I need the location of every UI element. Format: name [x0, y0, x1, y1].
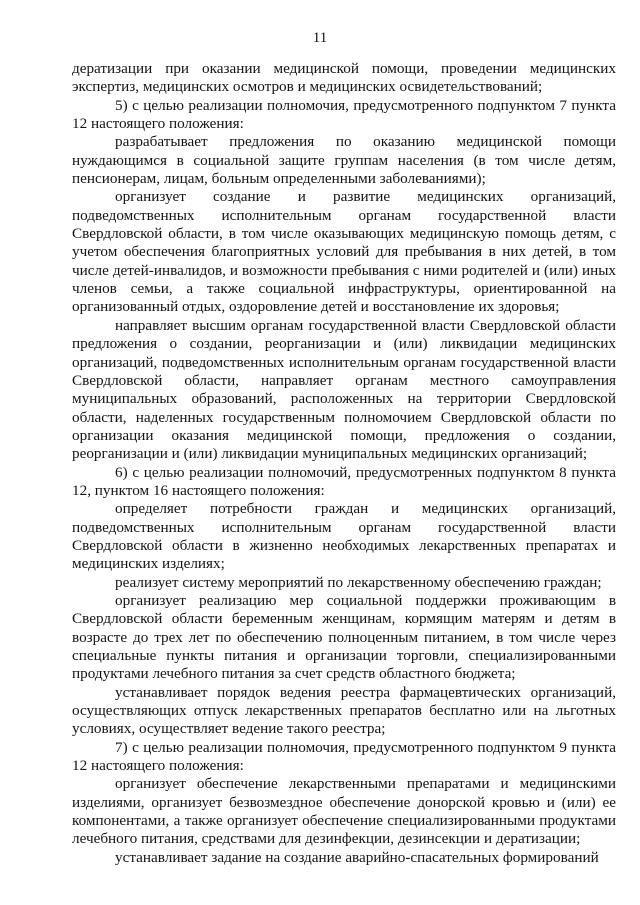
paragraph: направляет высшим органам государственной власти Свердловской области предложения о создании, реорганизации и (или) ликвидации медицинских организаций, подведомственных исполнительным органам государственной власти Свердловской области, направляет органам местного самоуправления муниципальных образований, расположенных на территории Свердловской области, наделенных государственным полномочием Свердловской области по организации оказания медицинской помощи, предложения о создании, реорганизации и (или) ликвидации муниципальных медицинских организаций; — [72, 316, 616, 463]
paragraph: 5) с целью реализации полномочия, предусмотренного подпунктом 7 пункта 12 настоящего положения: — [72, 96, 616, 133]
paragraph: реализует систему мероприятий по лекарственному обеспечению граждан; — [115, 573, 602, 591]
paragraph: устанавливает задание на создание аварийно-спасательных формирований — [115, 848, 599, 866]
paragraph: организует реализацию мер социальной поддержки проживающим в Свердловской области беременным женщинам, кормящим матерям и детям в возрасте до трех лет по обеспечению полноценным питанием, в том числе через специальные пункты питания и организации торговли, специализированными продуктами лечебного питания за счет средств областного бюджета; — [72, 591, 616, 683]
paragraph: разрабатывает предложения по оказанию медицинской помощи нуждающимся в социальной защите группам населения (в том числе детям, пенсионерам, лицам, больным определенными заболеваниями); — [72, 133, 616, 188]
paragraph: 7) с целью реализации полномочия, предусмотренного подпунктом 9 пункта 12 настоящего положения: — [72, 738, 616, 775]
paragraph: организует обеспечение лекарственными препаратами и медицинскими изделиями, организует безвозмездное обеспечение донорской кровью и (или) ее компонентами, а также организует обеспечение специализированными продуктами лечебного питания, средствами для дезинфекции, дезинсекции и дератизации; — [72, 775, 616, 848]
paragraph: 6) с целью реализации полномочий, предусмотренных подпунктом 8 пункта 12, пунктом 16 настоящего положения: — [72, 463, 616, 499]
document-body — [72, 60, 616, 867]
paragraph: устанавливает порядок ведения реестра фармацевтических организаций, осуществляющих отпуск лекарственных препаратов бесплатно или на льготных условиях, осуществляет ведение такого реестра; — [72, 683, 616, 738]
paragraph: организует создание и развитие медицинских организаций, подведомственных исполнительным органам государственной власти Свердловской области, в том числе оказывающих медицинскую помощь детям, с учетом обеспечения благоприятных условий для пребывания в них детей, в том числе детей-инвалидов, и возможности пребывания с ними родителей и (или) иных членов семьи, а также социальной инфраструктуры, ориентированной на организованный отдых, оздоровление детей и восстановление их здоровья; — [72, 188, 616, 316]
page-number: 11 — [312, 30, 328, 46]
paragraph: дератизации при оказании медицинской помощи, проведении медицинских экспертиз, медицинских осмотров и медицинских освидетельствований; — [72, 60, 616, 96]
paragraph: определяет потребности граждан и медицинских организаций, подведомственных исполнительным органам государственной власти Свердловской области в жизненно необходимых лекарственных препаратах и медицинских изделиях; — [72, 500, 616, 573]
